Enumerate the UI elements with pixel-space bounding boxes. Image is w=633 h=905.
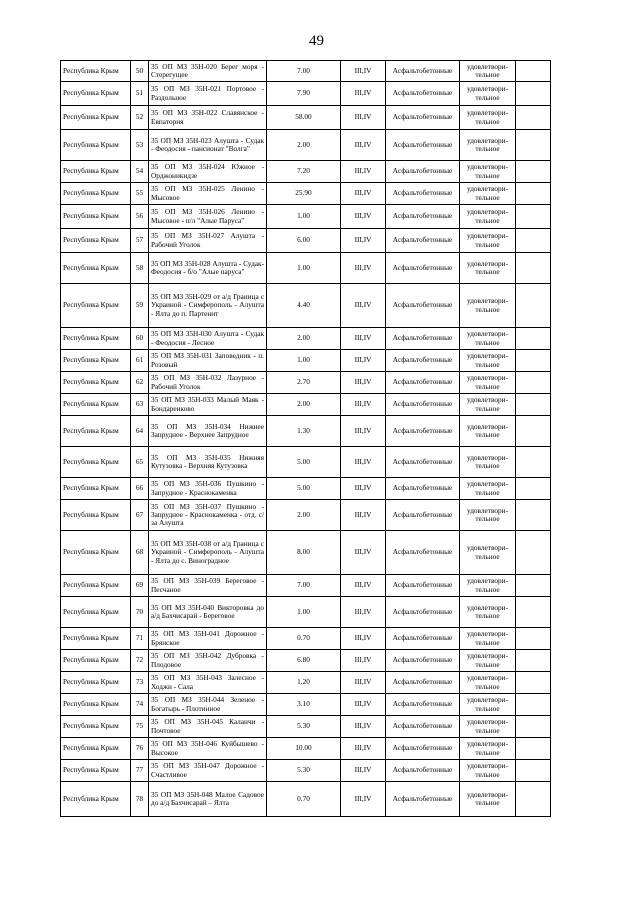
row-number: 78 bbox=[131, 782, 149, 817]
table-row bbox=[61, 478, 551, 500]
road-surface: Асфальтобетонные bbox=[386, 694, 460, 716]
road-surface: Асфальтобетонные bbox=[386, 130, 460, 161]
road-length: 1.20 bbox=[267, 672, 341, 694]
road-length: 2.00 bbox=[267, 328, 341, 350]
row-region: Республика Крым bbox=[61, 575, 131, 597]
empty-cell bbox=[516, 575, 551, 597]
empty-cell bbox=[516, 229, 551, 253]
road-name: 35 ОП МЗ 35Н-040 Викторовка до а/д Бахчисарай - Береговое bbox=[149, 597, 267, 628]
empty-cell bbox=[516, 183, 551, 205]
road-length: 2.70 bbox=[267, 372, 341, 394]
road-category: III,IV bbox=[341, 694, 386, 716]
row-region: Республика Крым bbox=[61, 672, 131, 694]
road-name: 35 ОП МЗ 35Н-029 от а/д Граница с Украиной - Симферополь - Алушта - Ялта до п. Партенит bbox=[149, 284, 267, 328]
road-name: 35 ОП МЗ 35Н-024 Южное - Орджоникидзе bbox=[149, 161, 267, 183]
road-category: III,IV bbox=[341, 782, 386, 817]
empty-cell bbox=[516, 500, 551, 531]
road-name: 35 ОП МЗ 35Н-044 Зеленое - Богатырь - Плотинное bbox=[149, 694, 267, 716]
road-length: 1.00 bbox=[267, 205, 341, 229]
road-length: 8.00 bbox=[267, 531, 341, 575]
table-row bbox=[61, 205, 551, 229]
empty-cell bbox=[516, 205, 551, 229]
road-surface: Асфальтобетонные bbox=[386, 106, 460, 130]
road-length: 0.70 bbox=[267, 782, 341, 817]
row-region: Республика Крым bbox=[61, 716, 131, 738]
road-length: 2.00 bbox=[267, 394, 341, 416]
row-number: 67 bbox=[131, 500, 149, 531]
road-category: III,IV bbox=[341, 106, 386, 130]
road-category: III,IV bbox=[341, 61, 386, 82]
table-row bbox=[61, 531, 551, 575]
road-category: III,IV bbox=[341, 597, 386, 628]
road-length: 5.00 bbox=[267, 478, 341, 500]
table-row bbox=[61, 183, 551, 205]
row-number: 76 bbox=[131, 738, 149, 760]
table-row bbox=[61, 628, 551, 650]
empty-cell bbox=[516, 350, 551, 372]
row-number: 75 bbox=[131, 716, 149, 738]
table-row bbox=[61, 716, 551, 738]
road-condition: удовлетвори-тельное bbox=[460, 478, 516, 500]
table-row bbox=[61, 161, 551, 183]
road-name: 35 ОП МЗ 35Н-034 Нижнее Запрудное - Верхнее Запрудное bbox=[149, 416, 267, 447]
road-category: III,IV bbox=[341, 372, 386, 394]
road-surface: Асфальтобетонные bbox=[386, 597, 460, 628]
road-condition: удовлетвори-тельное bbox=[460, 500, 516, 531]
road-surface: Асфальтобетонные bbox=[386, 350, 460, 372]
road-surface: Асфальтобетонные bbox=[386, 760, 460, 782]
table-row bbox=[61, 328, 551, 350]
row-region: Республика Крым bbox=[61, 478, 131, 500]
road-name: 35 ОП МЗ 35Н-027 Алушта - Рабочий Уголок bbox=[149, 229, 267, 253]
empty-cell bbox=[516, 416, 551, 447]
row-region: Республика Крым bbox=[61, 253, 131, 284]
road-length: 5.30 bbox=[267, 760, 341, 782]
row-region: Республика Крым bbox=[61, 183, 131, 205]
row-number: 51 bbox=[131, 82, 149, 106]
road-length: 2.00 bbox=[267, 130, 341, 161]
row-number: 61 bbox=[131, 350, 149, 372]
row-number: 57 bbox=[131, 229, 149, 253]
road-length: 5.00 bbox=[267, 447, 341, 478]
empty-cell bbox=[516, 716, 551, 738]
road-length: 6.80 bbox=[267, 650, 341, 672]
row-region: Республика Крым bbox=[61, 372, 131, 394]
empty-cell bbox=[516, 394, 551, 416]
table-row bbox=[61, 575, 551, 597]
row-region: Республика Крым bbox=[61, 61, 131, 82]
row-region: Республика Крым bbox=[61, 500, 131, 531]
empty-cell bbox=[516, 597, 551, 628]
road-category: III,IV bbox=[341, 394, 386, 416]
empty-cell bbox=[516, 738, 551, 760]
row-region: Республика Крым bbox=[61, 447, 131, 478]
road-name: 35 ОП МЗ 35Н-039 Береговое - Песчаное bbox=[149, 575, 267, 597]
empty-cell bbox=[516, 82, 551, 106]
road-surface: Асфальтобетонные bbox=[386, 161, 460, 183]
row-region: Республика Крым bbox=[61, 229, 131, 253]
road-condition: удовлетвори-тельное bbox=[460, 738, 516, 760]
road-length: 2.00 bbox=[267, 500, 341, 531]
road-surface: Асфальтобетонные bbox=[386, 716, 460, 738]
road-name: 35 ОП МЗ 35Н-025 Ленино - Мысовое bbox=[149, 183, 267, 205]
road-condition: удовлетвори-тельное bbox=[460, 394, 516, 416]
road-category: III,IV bbox=[341, 672, 386, 694]
road-category: III,IV bbox=[341, 350, 386, 372]
row-region: Республика Крым bbox=[61, 738, 131, 760]
empty-cell bbox=[516, 161, 551, 183]
empty-cell bbox=[516, 253, 551, 284]
road-name: 35 ОП МЗ 35Н-020 Берег моря - Стерегущее bbox=[149, 61, 267, 82]
road-name: 35 ОП МЗ 35Н-045 Каланчи - Почтовое bbox=[149, 716, 267, 738]
row-region: Республика Крым bbox=[61, 394, 131, 416]
row-number: 66 bbox=[131, 478, 149, 500]
row-region: Республика Крым bbox=[61, 760, 131, 782]
road-name: 35 ОП МЗ 35Н-038 от а/д Граница с Украиной - Симферополь - Алушта - Ялта до с. Виноградное bbox=[149, 531, 267, 575]
road-name: 35 ОП МЗ 35Н-035 Нижняя Кутузовка - Верхняя Кутузовка bbox=[149, 447, 267, 478]
road-category: III,IV bbox=[341, 575, 386, 597]
road-condition: удовлетвори-тельное bbox=[460, 130, 516, 161]
table-row bbox=[61, 500, 551, 531]
road-category: III,IV bbox=[341, 628, 386, 650]
road-condition: удовлетвори-тельное bbox=[460, 350, 516, 372]
road-length: 10.00 bbox=[267, 738, 341, 760]
road-surface: Асфальтобетонные bbox=[386, 328, 460, 350]
empty-cell bbox=[516, 694, 551, 716]
road-condition: удовлетвори-тельное bbox=[460, 597, 516, 628]
row-region: Республика Крым bbox=[61, 106, 131, 130]
road-name: 35 ОП МЗ 35Н-028 Алушта - Судак-Феодосия - б/о "Алые паруса" bbox=[149, 253, 267, 284]
road-surface: Асфальтобетонные bbox=[386, 738, 460, 760]
row-number: 73 bbox=[131, 672, 149, 694]
row-region: Республика Крым bbox=[61, 205, 131, 229]
road-surface: Асфальтобетонные bbox=[386, 229, 460, 253]
road-length: 25.90 bbox=[267, 183, 341, 205]
empty-cell bbox=[516, 284, 551, 328]
road-name: 35 ОП МЗ 35Н-036 Пушкино - Запрудное - Краснокаменка bbox=[149, 478, 267, 500]
road-surface: Асфальтобетонные bbox=[386, 500, 460, 531]
road-category: III,IV bbox=[341, 205, 386, 229]
roads-table bbox=[60, 60, 551, 817]
road-surface: Асфальтобетонные bbox=[386, 394, 460, 416]
row-number: 77 bbox=[131, 760, 149, 782]
row-number: 64 bbox=[131, 416, 149, 447]
road-condition: удовлетвори-тельное bbox=[460, 650, 516, 672]
empty-cell bbox=[516, 478, 551, 500]
row-region: Республика Крым bbox=[61, 531, 131, 575]
row-region: Республика Крым bbox=[61, 694, 131, 716]
table-row bbox=[61, 106, 551, 130]
road-name: 35 ОП МЗ 35Н-041 Дорожное - Брянское bbox=[149, 628, 267, 650]
road-name: 35 ОП МЗ 35Н-021 Портовое - Раздольное bbox=[149, 82, 267, 106]
road-surface: Асфальтобетонные bbox=[386, 61, 460, 82]
row-number: 60 bbox=[131, 328, 149, 350]
road-category: III,IV bbox=[341, 760, 386, 782]
empty-cell bbox=[516, 130, 551, 161]
road-condition: удовлетвори-тельное bbox=[460, 760, 516, 782]
road-category: III,IV bbox=[341, 716, 386, 738]
road-length: 1.00 bbox=[267, 350, 341, 372]
page-number: 49 bbox=[309, 33, 324, 49]
empty-cell bbox=[516, 650, 551, 672]
road-surface: Асфальтобетонные bbox=[386, 575, 460, 597]
road-name: 35 ОП МЗ 35Н-032 Лазурное - Рабочий Уголок bbox=[149, 372, 267, 394]
empty-cell bbox=[516, 628, 551, 650]
road-category: III,IV bbox=[341, 500, 386, 531]
row-number: 71 bbox=[131, 628, 149, 650]
table-row bbox=[61, 650, 551, 672]
road-surface: Асфальтобетонные bbox=[386, 253, 460, 284]
table-row bbox=[61, 447, 551, 478]
road-surface: Асфальтобетонные bbox=[386, 478, 460, 500]
road-condition: удовлетвори-тельное bbox=[460, 61, 516, 82]
empty-cell bbox=[516, 672, 551, 694]
road-length: 0.70 bbox=[267, 628, 341, 650]
road-name: 35 ОП МЗ 35Н-022 Славянское - Евпатория bbox=[149, 106, 267, 130]
table-row bbox=[61, 82, 551, 106]
row-number: 72 bbox=[131, 650, 149, 672]
empty-cell bbox=[516, 447, 551, 478]
road-condition: удовлетвори-тельное bbox=[460, 716, 516, 738]
road-name: 35 ОП МЗ 35Н-042 Дубровка - Плодовое bbox=[149, 650, 267, 672]
road-surface: Асфальтобетонные bbox=[386, 531, 460, 575]
road-condition: удовлетвори-тельное bbox=[460, 161, 516, 183]
road-name: 35 ОП МЗ 35Н-043 Залесное - Ходжи - Сала bbox=[149, 672, 267, 694]
road-condition: удовлетвори-тельное bbox=[460, 183, 516, 205]
road-name: 35 ОП МЗ 35Н-033 Малый Маяк - Бондаренково bbox=[149, 394, 267, 416]
row-number: 58 bbox=[131, 253, 149, 284]
row-number: 65 bbox=[131, 447, 149, 478]
road-condition: удовлетвори-тельное bbox=[460, 205, 516, 229]
road-condition: удовлетвори-тельное bbox=[460, 672, 516, 694]
empty-cell bbox=[516, 531, 551, 575]
table-row bbox=[61, 229, 551, 253]
road-length: 7.90 bbox=[267, 82, 341, 106]
road-category: III,IV bbox=[341, 738, 386, 760]
road-length: 7.20 bbox=[267, 161, 341, 183]
row-number: 68 bbox=[131, 531, 149, 575]
table-row bbox=[61, 394, 551, 416]
road-condition: удовлетвори-тельное bbox=[460, 416, 516, 447]
row-region: Республика Крым bbox=[61, 82, 131, 106]
road-condition: удовлетвори-тельное bbox=[460, 575, 516, 597]
empty-cell bbox=[516, 372, 551, 394]
road-name: 35 ОП МЗ 35Н-048 Малое Садовое до а/д Бахчисарай – Ялта bbox=[149, 782, 267, 817]
road-condition: удовлетвори-тельное bbox=[460, 253, 516, 284]
road-surface: Асфальтобетонные bbox=[386, 183, 460, 205]
road-length: 1.00 bbox=[267, 253, 341, 284]
table-row bbox=[61, 130, 551, 161]
row-region: Республика Крым bbox=[61, 650, 131, 672]
row-number: 52 bbox=[131, 106, 149, 130]
row-region: Республика Крым bbox=[61, 284, 131, 328]
road-category: III,IV bbox=[341, 531, 386, 575]
road-condition: удовлетвори-тельное bbox=[460, 372, 516, 394]
road-length: 4.40 bbox=[267, 284, 341, 328]
empty-cell bbox=[516, 782, 551, 817]
road-category: III,IV bbox=[341, 478, 386, 500]
road-surface: Асфальтобетонные bbox=[386, 284, 460, 328]
table-row bbox=[61, 61, 551, 82]
road-category: III,IV bbox=[341, 447, 386, 478]
row-number: 50 bbox=[131, 61, 149, 82]
road-surface: Асфальтобетонные bbox=[386, 82, 460, 106]
road-name: 35 ОП МЗ 35Н-047 Дорожное - Счастливое bbox=[149, 760, 267, 782]
road-length: 3.10 bbox=[267, 694, 341, 716]
table-row bbox=[61, 372, 551, 394]
road-name: 35 ОП МЗ 35Н-026 Ленино - Мысовое - п/л "Алые Паруса" bbox=[149, 205, 267, 229]
empty-cell bbox=[516, 328, 551, 350]
row-number: 74 bbox=[131, 694, 149, 716]
road-condition: удовлетвори-тельное bbox=[460, 106, 516, 130]
row-region: Республика Крым bbox=[61, 782, 131, 817]
road-condition: удовлетвори-тельное bbox=[460, 447, 516, 478]
road-surface: Асфальтобетонные bbox=[386, 650, 460, 672]
row-number: 70 bbox=[131, 597, 149, 628]
road-category: III,IV bbox=[341, 650, 386, 672]
road-surface: Асфальтобетонные bbox=[386, 447, 460, 478]
road-condition: удовлетвори-тельное bbox=[460, 82, 516, 106]
row-number: 56 bbox=[131, 205, 149, 229]
road-surface: Асфальтобетонные bbox=[386, 205, 460, 229]
road-surface: Асфальтобетонные bbox=[386, 628, 460, 650]
row-number: 63 bbox=[131, 394, 149, 416]
table-row bbox=[61, 782, 551, 817]
road-length: 1.00 bbox=[267, 597, 341, 628]
table-body bbox=[61, 61, 551, 817]
road-length: 5.30 bbox=[267, 716, 341, 738]
road-surface: Асфальтобетонные bbox=[386, 672, 460, 694]
table-row bbox=[61, 416, 551, 447]
road-length: 1.30 bbox=[267, 416, 341, 447]
row-number: 69 bbox=[131, 575, 149, 597]
road-condition: удовлетвори-тельное bbox=[460, 284, 516, 328]
row-number: 53 bbox=[131, 130, 149, 161]
empty-cell bbox=[516, 106, 551, 130]
road-condition: удовлетвори-тельное bbox=[460, 531, 516, 575]
empty-cell bbox=[516, 61, 551, 82]
road-name: 35 ОП МЗ 35Н-046 Куйбышево - Высокое bbox=[149, 738, 267, 760]
road-category: III,IV bbox=[341, 82, 386, 106]
road-length: 58.00 bbox=[267, 106, 341, 130]
road-length: 7.00 bbox=[267, 575, 341, 597]
road-category: III,IV bbox=[341, 253, 386, 284]
row-number: 54 bbox=[131, 161, 149, 183]
road-category: III,IV bbox=[341, 229, 386, 253]
row-number: 59 bbox=[131, 284, 149, 328]
road-name: 35 ОП МЗ 35Н-031 Заповедник - п. Розовый bbox=[149, 350, 267, 372]
road-surface: Асфальтобетонные bbox=[386, 372, 460, 394]
table-row bbox=[61, 597, 551, 628]
road-category: III,IV bbox=[341, 161, 386, 183]
row-region: Республика Крым bbox=[61, 597, 131, 628]
road-condition: удовлетвори-тельное bbox=[460, 694, 516, 716]
road-category: III,IV bbox=[341, 284, 386, 328]
empty-cell bbox=[516, 760, 551, 782]
table-row bbox=[61, 760, 551, 782]
table-row bbox=[61, 253, 551, 284]
table-row bbox=[61, 738, 551, 760]
road-category: III,IV bbox=[341, 328, 386, 350]
road-category: III,IV bbox=[341, 130, 386, 161]
row-region: Республика Крым bbox=[61, 628, 131, 650]
row-region: Республика Крым bbox=[61, 130, 131, 161]
road-length: 7.00 bbox=[267, 61, 341, 82]
road-condition: удовлетвори-тельное bbox=[460, 229, 516, 253]
row-region: Республика Крым bbox=[61, 416, 131, 447]
road-surface: Асфальтобетонные bbox=[386, 416, 460, 447]
road-name: 35 ОП МЗ 35Н-023 Алушта - Судак - Феодосия - пансионат "Волга" bbox=[149, 130, 267, 161]
road-category: III,IV bbox=[341, 183, 386, 205]
road-length: 6.00 bbox=[267, 229, 341, 253]
table-row bbox=[61, 350, 551, 372]
row-region: Республика Крым bbox=[61, 161, 131, 183]
road-name: 35 ОП МЗ 35Н-030 Алушта - Судак - Феодосия - Лесное bbox=[149, 328, 267, 350]
road-condition: удовлетвори-тельное bbox=[460, 782, 516, 817]
table-row bbox=[61, 694, 551, 716]
road-surface: Асфальтобетонные bbox=[386, 782, 460, 817]
row-number: 62 bbox=[131, 372, 149, 394]
row-region: Республика Крым bbox=[61, 350, 131, 372]
row-number: 55 bbox=[131, 183, 149, 205]
table-row bbox=[61, 284, 551, 328]
table-row bbox=[61, 672, 551, 694]
road-name: 35 ОП МЗ 35Н-037 Пушкино - Запрудное - Краснокаменка - отд. с/за Алушта bbox=[149, 500, 267, 531]
row-region: Республика Крым bbox=[61, 328, 131, 350]
road-category: III,IV bbox=[341, 416, 386, 447]
road-condition: удовлетвори-тельное bbox=[460, 628, 516, 650]
road-condition: удовлетвори-тельное bbox=[460, 328, 516, 350]
